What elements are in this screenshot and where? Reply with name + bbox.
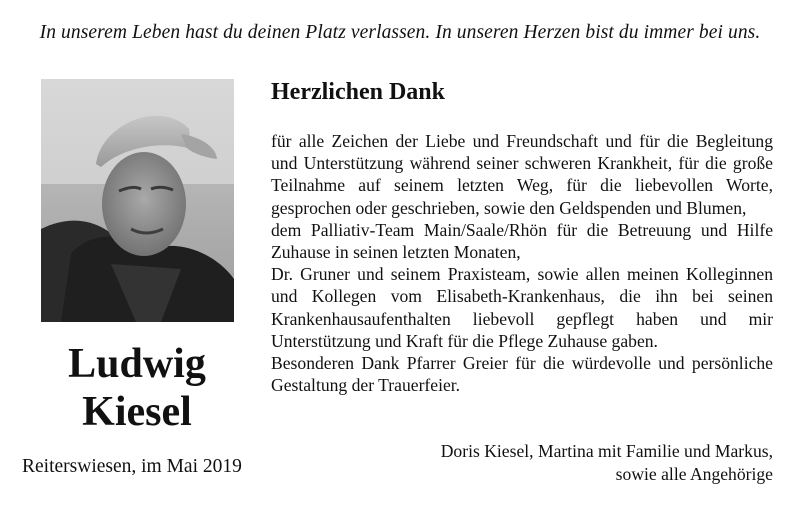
- thanks-paragraph: für alle Zeichen der Liebe und Freundschaft und für die Begleitung und Unterstützung während seiner schweren Krankheit, für die große Teilnahme auf seinem letzten Weg, für die liebevollen Worte, gesprochen oder geschrieben, sowie den Geldspenden und Blumen,: [271, 131, 773, 218]
- thanks-headline: Herzlichen Dank: [271, 79, 445, 105]
- thanks-paragraph: Dr. Gruner und seinem Praxisteam, sowie allen meinen Kolleginnen und Kollegen vom Elisabeth-Krankenhaus, die ihn bei seinen Krankenhausaufenthalten liebevoll gepflegt haben und mir Unterstützung und Kraft für die Pflege Zuhause gaben.: [271, 264, 773, 351]
- signoff-line-2: sowie alle Angehörige: [615, 463, 773, 484]
- thanks-paragraph: Besonderen Dank Pfarrer Greier für die würdevolle und persönliche Gestaltung der Trauerfeier.: [271, 353, 773, 396]
- thanks-body: [271, 130, 773, 396]
- portrait-photo: [41, 79, 234, 322]
- motto-line: In unserem Leben hast du deinen Platz verlassen. In unseren Herzen bist du immer bei uns.: [39, 22, 761, 43]
- deceased-last-name: Kiesel: [82, 389, 192, 435]
- deceased-first-name: Ludwig: [68, 341, 206, 387]
- deceased-name: [20, 340, 254, 436]
- thanks-paragraph: dem Palliativ-Team Main/Saale/Rhön für die Betreuung und Hilfe Zuhause in seinen letzten Monaten,: [271, 219, 773, 263]
- place-date: Reiterswiesen, im Mai 2019: [22, 456, 242, 477]
- signoff-line-1: Doris Kiesel, Martina mit Familie und Markus,: [440, 441, 773, 461]
- portrait-photo-image: [41, 79, 234, 322]
- signoff: [441, 440, 773, 485]
